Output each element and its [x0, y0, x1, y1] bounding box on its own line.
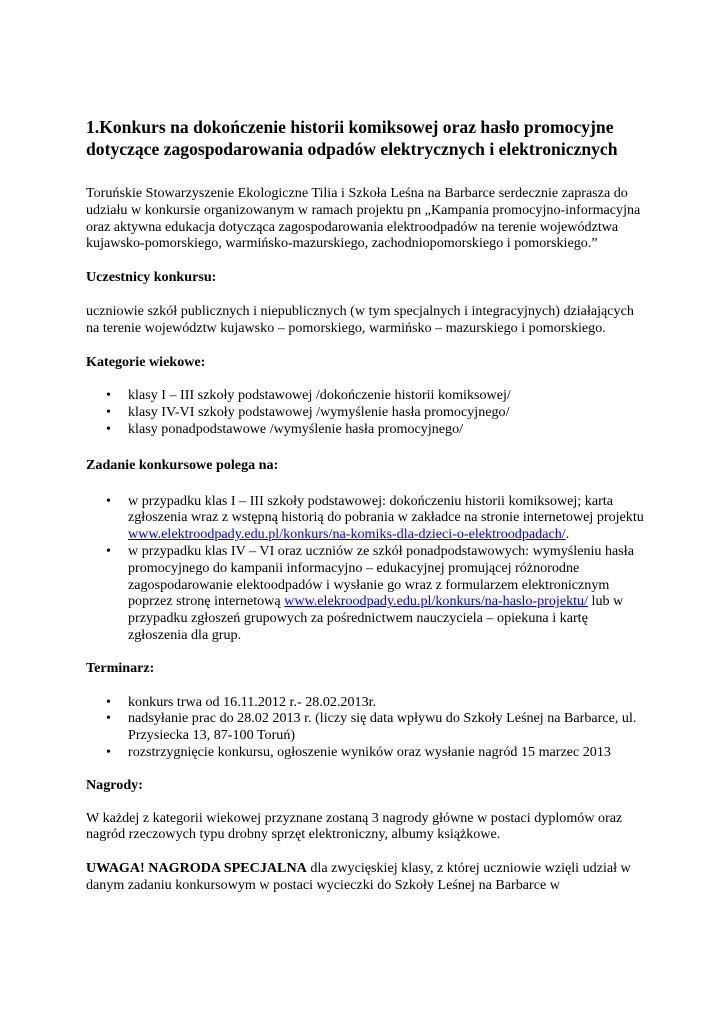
special-prize-text: dla zwycięskiej klasy, z której uczniowie wzięli udział w danym zadaniu konkursowym w postaci wycieczki do Szkoły Leśnej na Barbarce w	[86, 860, 631, 893]
categories-list	[86, 387, 646, 437]
list-item: • nadsyłanie prac do 28.02 2013 r. (liczy się data wpływu do Szkoły Leśnej na Barbarce, ul. Przysiecka 13, 87-100 Toruń)	[86, 710, 646, 744]
list-item: • klasy ponadpodstawowe /wymyślenie hasła promocyjnego/	[86, 421, 646, 438]
task-list	[86, 493, 646, 644]
participants-heading: Uczestnicy konkursu:	[86, 269, 217, 286]
comic-contest-link[interactable]: www.elektroodpady.edu.pl/konkurs/na-komiks-dla-dzieci-o-elektroodpadach/	[128, 526, 566, 543]
list-item: • rozstrzygnięcie konkursu, ogłoszenie wyników oraz wysłanie nagród 15 marzec 2013	[86, 744, 646, 761]
categories-heading: Kategorie wiekowe:	[86, 353, 206, 370]
task-item-1-end: .	[565, 526, 570, 543]
intro-paragraph: Toruńskie Stowarzyszenie Ekologiczne Tilia i Szkoła Leśna na Barbarce serdecznie zaprasza do udziału w konkursie organizowanym w ramach projektu pn „Kampania promocyjno-informacyjna oraz aktywna edukacja dotycząca zagospodarowania elektroodpadów na terenie województwa kujawsko-pomorskiego, warmińsko-mazurskiego, zachodniopomorskiego i pomorskiego.”	[86, 185, 641, 252]
list-item: • klasy IV-VI szkoły podstawowej /wymyślenie hasła promocyjnego/	[86, 404, 646, 421]
document-page	[86, 116, 646, 894]
special-prize-paragraph	[86, 860, 646, 894]
task-item-1-text: w przypadku klas I – III szkoły podstawowej: dokończeniu historii komiksowej; karta zgłoszenia wraz z wstępną historią do pobrania w zakładce na stronie internetowej projektu	[128, 492, 644, 526]
prizes-text: W każdej z kategorii wiekowej przyznane zostaną 3 nagrody główne w postaci dyplomów oraz nagród rzeczowych typu drobny sprzęt elektroniczny, albumy książkowe.	[86, 809, 623, 843]
document-title: 1.Konkurs na dokończenie historii komiksowej oraz hasło promocyjne dotyczące zagospodarowania odpadów elektrycznych i elektronicznych	[86, 117, 618, 159]
special-prize-label: UWAGA! NAGRODA SPECJALNA	[86, 860, 307, 877]
task-item-2-end: lub w przypadku zgłoszeń grupowych za pośrednictwem nauczyciela – opiekuna i kartę zgłoszenia dla grup.	[128, 593, 624, 643]
schedule-heading: Terminarz:	[86, 659, 155, 676]
list-item	[86, 493, 646, 543]
list-item: • konkurs trwa od 16.11.2012 r.- 28.02.2013r.	[86, 694, 646, 711]
prizes-heading: Nagrody:	[86, 776, 143, 793]
list-item: • klasy I – III szkoły podstawowej /dokończenie historii komiksowej/	[86, 387, 646, 404]
task-item-2-text: w przypadku klas IV – VI oraz uczniów ze szkół ponadpodstawowych: wymyśleniu hasła promocyjnego do kampanii informacyjno – edukacyjnej promującej różnorodne zagospodarowanie elektoodpadów i wysłanie go wraz z formularzem elektronicznym poprzez stronę internetową	[128, 542, 634, 610]
slogan-contest-link[interactable]: www.elekroodpady.edu.pl/konkurs/na-haslo-projektu/	[284, 593, 588, 610]
task-heading: Zadanie konkursowe polega na:	[86, 456, 279, 473]
participants-text: uczniowie szkół publicznych i niepublicznych (w tym specjalnych i integracyjnych) działających na terenie województw kujawsko – pomorskiego, warmińsko – mazurskiego i pomorskiego.	[86, 302, 634, 336]
schedule-list	[86, 694, 646, 761]
list-item	[86, 543, 646, 644]
